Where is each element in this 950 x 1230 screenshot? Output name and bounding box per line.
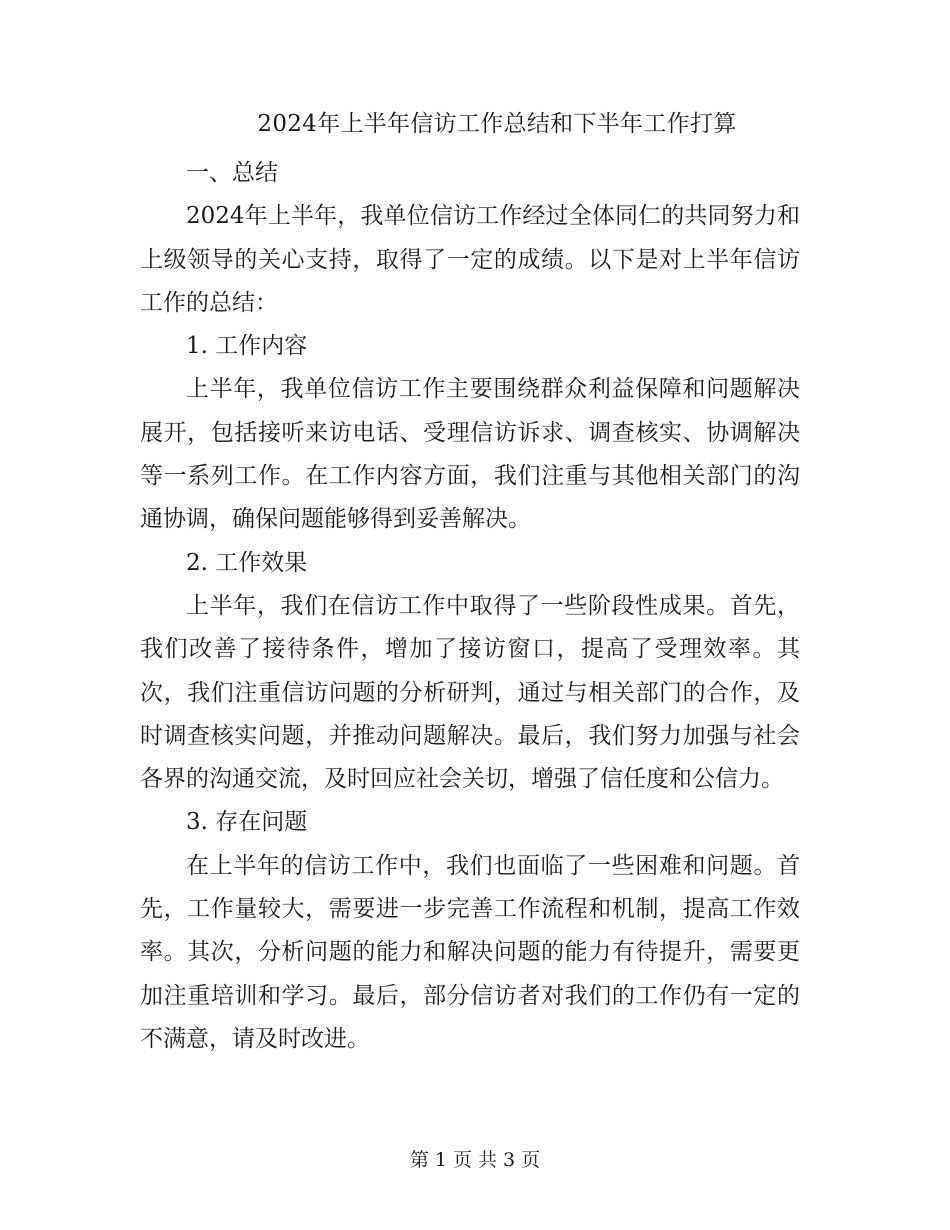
document-body [140,152,800,1061]
paragraph-existing-problems: 在上半年的信访工作中，我们也面临了一些困难和问题。首先，工作量较大，需要进一步完善工作流程和机制，提高工作效率。其次，分析问题的能力和解决问题的能力有待提升，需要更加注重培训和学习。最后，部分信访者对我们的工作仍有一定的不满意，请及时改进。 [140,852,800,1052]
paragraph-intro: 2024年上半年，我单位信访工作经过全体同仁的共同努力和上级领导的关心支持，取得了一定的成绩。以下是对上半年信访工作的总结： [140,203,800,316]
section-heading-summary: 一、总结 [186,160,278,186]
page-number-footer: 第 1 页 共 3 页 [409,1149,541,1171]
subheading-work-content: 1. 工作内容 [186,333,308,360]
paragraph-work-content: 上半年，我单位信访工作主要围绕群众利益保障和问题解决展开，包括接听来访电话、受理信访诉求、调查核实、协调解决等一系列工作。在工作内容方面，我们注重与其他相关部门的沟通协调，确保问题能够得到妥善解决。 [140,376,800,533]
subheading-existing-problems: 3. 存在问题 [186,809,308,836]
paragraph-work-results: 上半年，我们在信访工作中取得了一些阶段性成果。首先，我们改善了接待条件，增加了接访窗口，提高了受理效率。其次，我们注重信访问题的分析研判，通过与相关部门的合作，及时调查核实问题，并推动问题解决。最后，我们努力加强与社会各界的沟通交流，及时回应社会关切，增强了信任度和公信力。 [140,592,800,793]
document-title: 2024年上半年信访工作总结和下半年工作打算 [257,111,737,137]
subheading-work-results: 2. 工作效果 [186,549,308,576]
